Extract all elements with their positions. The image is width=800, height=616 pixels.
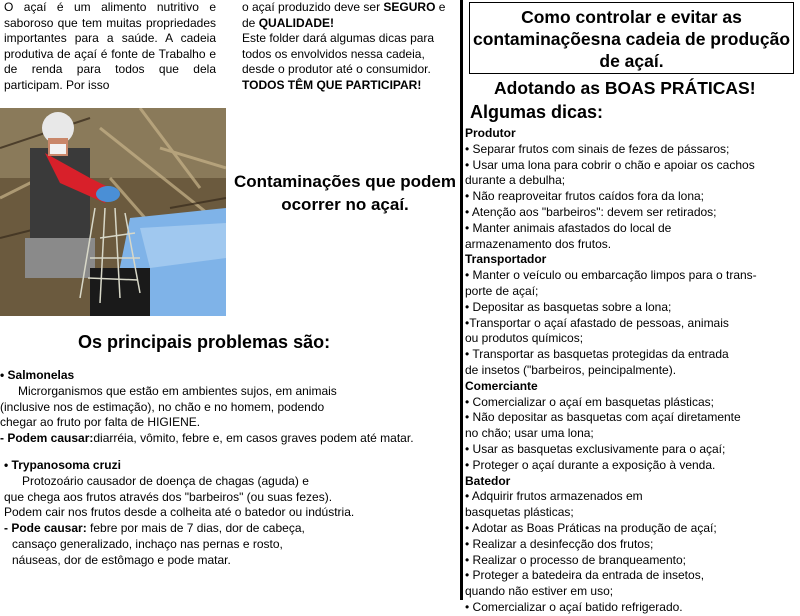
algumas-dicas-heading: Algumas dicas: (470, 102, 604, 122)
salmonelas-section: • Salmonelas Microrganismos que estão em ambientes sujos, em animais (inclusive nos de estimação), no chão e no homem, podendo chegar ao fruto por falta de HIGIENE. - Podem causar:diarréia, vômito, febre e, em casos graves podem até matar. (0, 368, 458, 447)
list-item: • Proteger a batedeira da entrada de insetos, (465, 568, 705, 583)
contamination-heading: Contaminações que podem ocorrer no açaí. (234, 172, 456, 214)
transportador-title: Transportador (465, 252, 547, 267)
batedor-title: Batedor (465, 473, 511, 488)
list-item: quando não estiver em uso; (465, 584, 614, 599)
list-item: de insetos ("barbeiros, peincipalmente). (465, 362, 677, 377)
list-item: • Não reaproveitar frutos caídos fora da lona; (465, 189, 704, 204)
list-item: • Transportar as basquetas protegidas da entrada (465, 347, 729, 362)
list-item: • Comercializar o açaí em basquetas plásticas; (465, 394, 714, 409)
trypanosoma-title: • Trypanosoma cruzi (4, 458, 121, 472)
list-item: • Adotar as Boas Práticas na produção de açaí; (465, 520, 717, 535)
produtor-title: Produtor (465, 126, 516, 140)
intro-paragraph: O açaí é um alimento nutritivo e saboroso que tem muitas propriedades importantes para a saúde. A cadeia produtiva de açaí é fonte de Trabalho e de renda para todos que dela participam. Por isso (4, 0, 216, 92)
list-item: • Manter animais afastados do local de (465, 220, 672, 235)
list-item: • Manter o veículo ou embarcação limpos para o trans- (465, 268, 757, 283)
list-item: armazenamento dos frutos. (465, 236, 612, 251)
comerciante-list (465, 395, 797, 474)
problems-title: Os principais problemas são: (78, 332, 331, 352)
participation-call: TODOS TÊM QUE PARTICIPAR! (242, 77, 422, 92)
transportador-list (465, 268, 797, 379)
batedor-list (465, 489, 797, 615)
list-item: • Não depositar as basquetas com açaí diretamente (465, 410, 741, 425)
list-item: • Proteger o açaí durante a exposição à venda. (465, 457, 716, 472)
salmonelas-title: • Salmonelas (0, 368, 75, 382)
tips-column (465, 126, 797, 616)
seguro-highlight: SEGURO (383, 0, 436, 14)
list-item: • Realizar a desinfecção dos frutos; (465, 536, 654, 551)
list-item: porte de açaí; (465, 283, 539, 298)
list-item: • Adquirir frutos armazenados em (465, 489, 643, 504)
list-item: •Transportar o açaí afastado de pessoas, animais (465, 315, 729, 330)
list-item: no chão; usar uma lona; (465, 426, 594, 441)
list-item: ou produtos químicos; (465, 331, 584, 346)
list-item: basquetas plásticas; (465, 505, 574, 520)
qualidade-highlight: QUALIDADE! (258, 15, 335, 30)
produtor-list (465, 142, 797, 253)
list-item: • Atenção aos "barbeiros": devem ser retirados; (465, 204, 717, 219)
worker-photo (0, 108, 226, 316)
column-divider (460, 0, 463, 600)
salmonelas-causes: - Podem causar:diarréia, vômito, febre e, em casos graves podem até matar. (0, 431, 414, 446)
comerciante-title: Comerciante (465, 378, 538, 393)
title-box: Como controlar e evitar as contaminaçõesna cadeia de produção de açaí. (469, 2, 794, 74)
trypanosoma-causes: - Pode causar: febre por mais de 7 dias, dor de cabeça, (4, 521, 305, 536)
trypanosoma-section: • Trypanosoma cruzi Protozoário causador de doença de chagas (aguda) e que chega aos frutos através dos "barbeiros" (ou suas fezes). Podem cair nos frutos desde a colheita até o batedor ou indústria. - Pode causar: febre por mais de 7 dias, dor de cabeça, cansaço generalizado, inchaço nas pernas e rosto, náuseas, dor de estômago e pode matar. (4, 458, 456, 569)
list-item: • Usar uma lona para cobrir o chão e apoiar os cachos (465, 157, 755, 172)
intro-continuation: o açaí produzido deve ser SEGURO e de QUALIDADE! Este folder dará algumas dicas para todos os envolvidos nessa cadeia, desde o produtor até o consumidor. TODOS TÊM QUE PARTICIPAR! (242, 0, 446, 92)
list-item: • Comercializar o açaí batido refrigerado. (465, 599, 683, 614)
boas-praticas-heading: Adotando as BOAS PRÁTICAS! (494, 78, 756, 98)
folder-description: Este folder dará algumas dicas para todos os envolvidos nessa cadeia, desde o produtor até o consumidor. (242, 31, 435, 76)
list-item: • Separar frutos com sinais de fezes de pássaros; (465, 141, 730, 156)
list-item: • Usar as basquetas exclusivamente para o açaí; (465, 441, 726, 456)
list-item: • Depositar as basquetas sobre a lona; (465, 299, 672, 314)
list-item: • Realizar o processo de branqueamento; (465, 552, 686, 567)
list-item: durante a debulha; (465, 173, 566, 188)
